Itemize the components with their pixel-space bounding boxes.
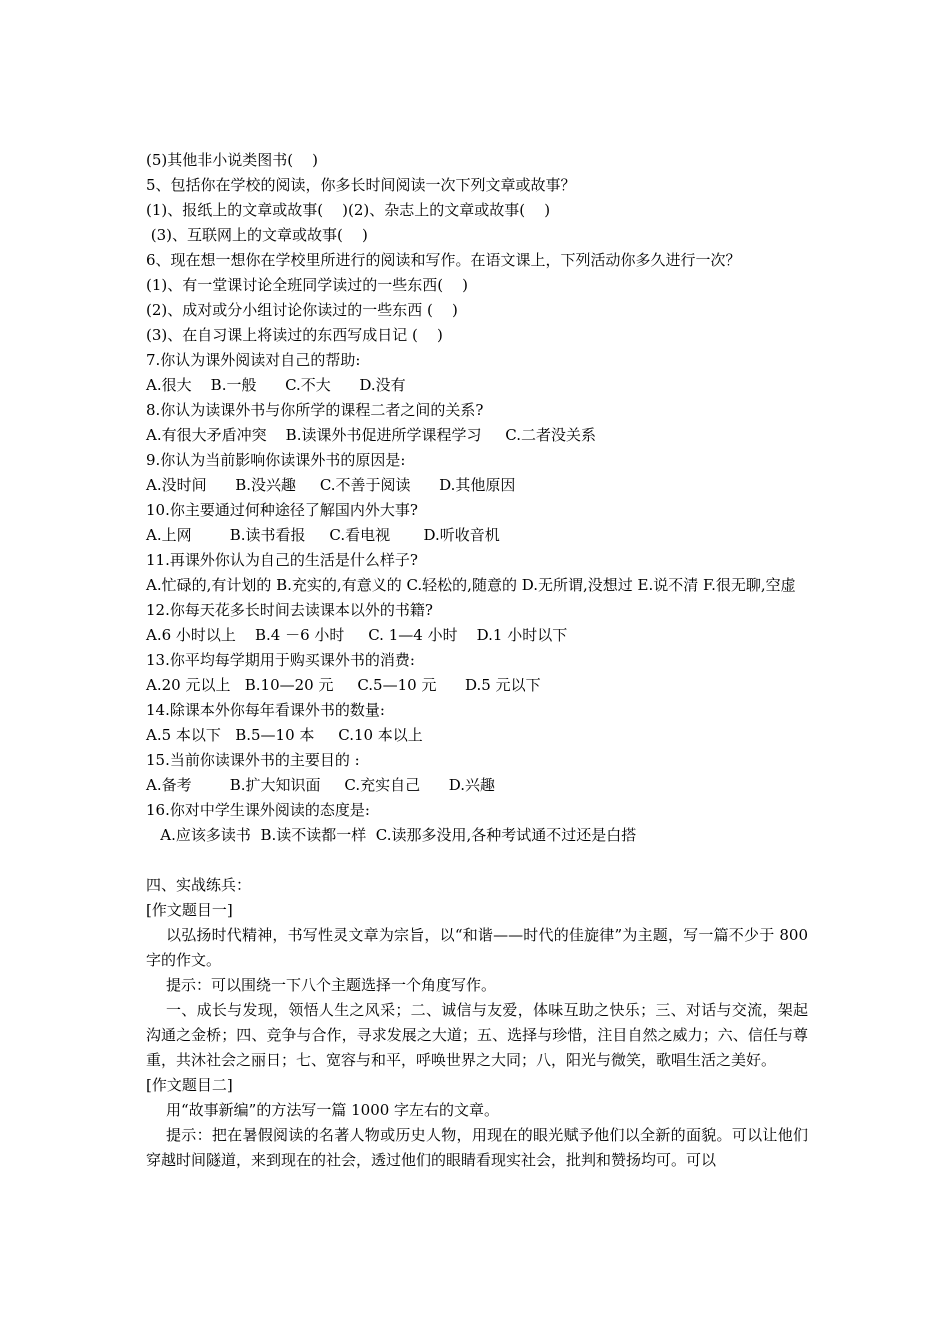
survey-line: 14.除课本外你每年看课外书的数量: bbox=[146, 701, 385, 719]
survey-line: 15.当前你读课外书的主要目的 : bbox=[146, 751, 360, 769]
survey-line: (3)、在自习课上将读过的东西写成日记 ( ) bbox=[146, 326, 443, 344]
survey-line: 6、现在想一想你在学校里所进行的阅读和写作。在语文课上，下列活动你多久进行一次？ bbox=[146, 251, 741, 269]
topic1-themes: 一、成长与发现，领悟人生之风采；二、诚信与友爱，体味互助之快乐；三、对话与交流，架起沟通之金桥；四、竞争与合作，寻求发展之大道；五、选择与珍惜，注目自然之威力；六、信任与尊重，共沐社会之丽日；七、宽容与和平，呼唤世界之大同；八，阳光与微笑，歌唱生活之美好。 bbox=[146, 1001, 808, 1069]
survey-line: 12.你每天花多长时间去读课本以外的书籍? bbox=[146, 601, 433, 619]
survey-line: A.备考 B.扩大知识面 C.充实自己 D.兴趣 bbox=[146, 776, 495, 794]
survey-line: 13.你平均每学期用于购买课外书的消费: bbox=[146, 651, 415, 669]
survey-line: (3)、互联网上的文章或故事( ) bbox=[146, 226, 368, 244]
survey-line: (1)、报纸上的文章或故事( )(2)、杂志上的文章或故事( ) bbox=[146, 201, 551, 219]
survey-line: 8.你认为读课外书与你所学的课程二者之间的关系? bbox=[146, 401, 484, 419]
survey-line: A.6 小时以上 B.4 －6 小时 C. 1—4 小时 D.1 小时以下 bbox=[146, 626, 568, 644]
survey-line: A.没时间 B.没兴趣 C.不善于阅读 D.其他原因 bbox=[146, 476, 516, 494]
survey-line: 10.你主要通过何种途径了解国内外大事? bbox=[146, 501, 418, 519]
survey-line: (2)、成对或分小组讨论你读过的一些东西 ( ) bbox=[146, 301, 458, 319]
topic1-prompt: 以弘扬时代精神，书写性灵文章为宗旨，以“和谐——时代的佳旋律”为主题，写一篇不少于 800 字的作文。 bbox=[146, 926, 808, 969]
survey-line: A.有很大矛盾冲突 B.读课外书促进所学课程学习 C.二者没关系 bbox=[146, 426, 597, 444]
topic2-label: [作文题目二] bbox=[146, 1076, 233, 1094]
topic2-prompt: 用“故事新编”的方法写一篇 1000 字左右的文章。 bbox=[166, 1101, 500, 1119]
blank-line bbox=[146, 848, 808, 873]
survey-line: A.很大 B.一般 C.不大 D.没有 bbox=[146, 376, 406, 394]
survey-line: A.上网 B.读书看报 C.看电视 D.听收音机 bbox=[146, 526, 500, 544]
survey-line: 5、包括你在学校的阅读，你多长时间阅读一次下列文章或故事？ bbox=[146, 176, 576, 194]
survey-line: A.应该多读书 B.读不读都一样 C.读那多没用,各种考试通不过还是白搭 bbox=[146, 826, 637, 844]
survey-line: 7.你认为课外阅读对自己的帮助: bbox=[146, 351, 361, 369]
survey-line: A.5 本以下 B.5—10 本 C.10 本以上 bbox=[146, 726, 423, 744]
survey-line: (5)其他非小说类图书( ) bbox=[146, 151, 319, 169]
section-heading: 四、实战练兵： bbox=[146, 876, 252, 894]
survey-line: 16.你对中学生课外阅读的态度是: bbox=[146, 801, 370, 819]
q11-options: A.忙碌的,有计划的 B.充实的,有意义的 C.轻松的,随意的 D.无所谓,没想过 E.说不清 F.很无聊,空虚 bbox=[146, 576, 796, 594]
topic1-label: [作文题目一] bbox=[146, 901, 233, 919]
document-page bbox=[146, 148, 808, 1173]
survey-line: (1)、有一堂课讨论全班同学读过的一些东西( ) bbox=[146, 276, 469, 294]
survey-line: A.20 元以上 B.10—20 元 C.5—10 元 D.5 元以下 bbox=[146, 676, 541, 694]
topic2-hint: 提示：把在暑假阅读的名著人物或历史人物，用现在的眼光赋予他们以全新的面貌。可以让他们穿越时间隧道，来到现在的社会，透过他们的眼睛看现实社会，批判和赞扬均可。可以 bbox=[146, 1126, 808, 1169]
survey-line: 9.你认为当前影响你读课外书的原因是: bbox=[146, 451, 406, 469]
topic1-hint: 提示：可以围绕一下八个主题选择一个角度写作。 bbox=[166, 976, 497, 994]
survey-line: 11.再课外你认为自己的生活是什么样子? bbox=[146, 551, 418, 569]
